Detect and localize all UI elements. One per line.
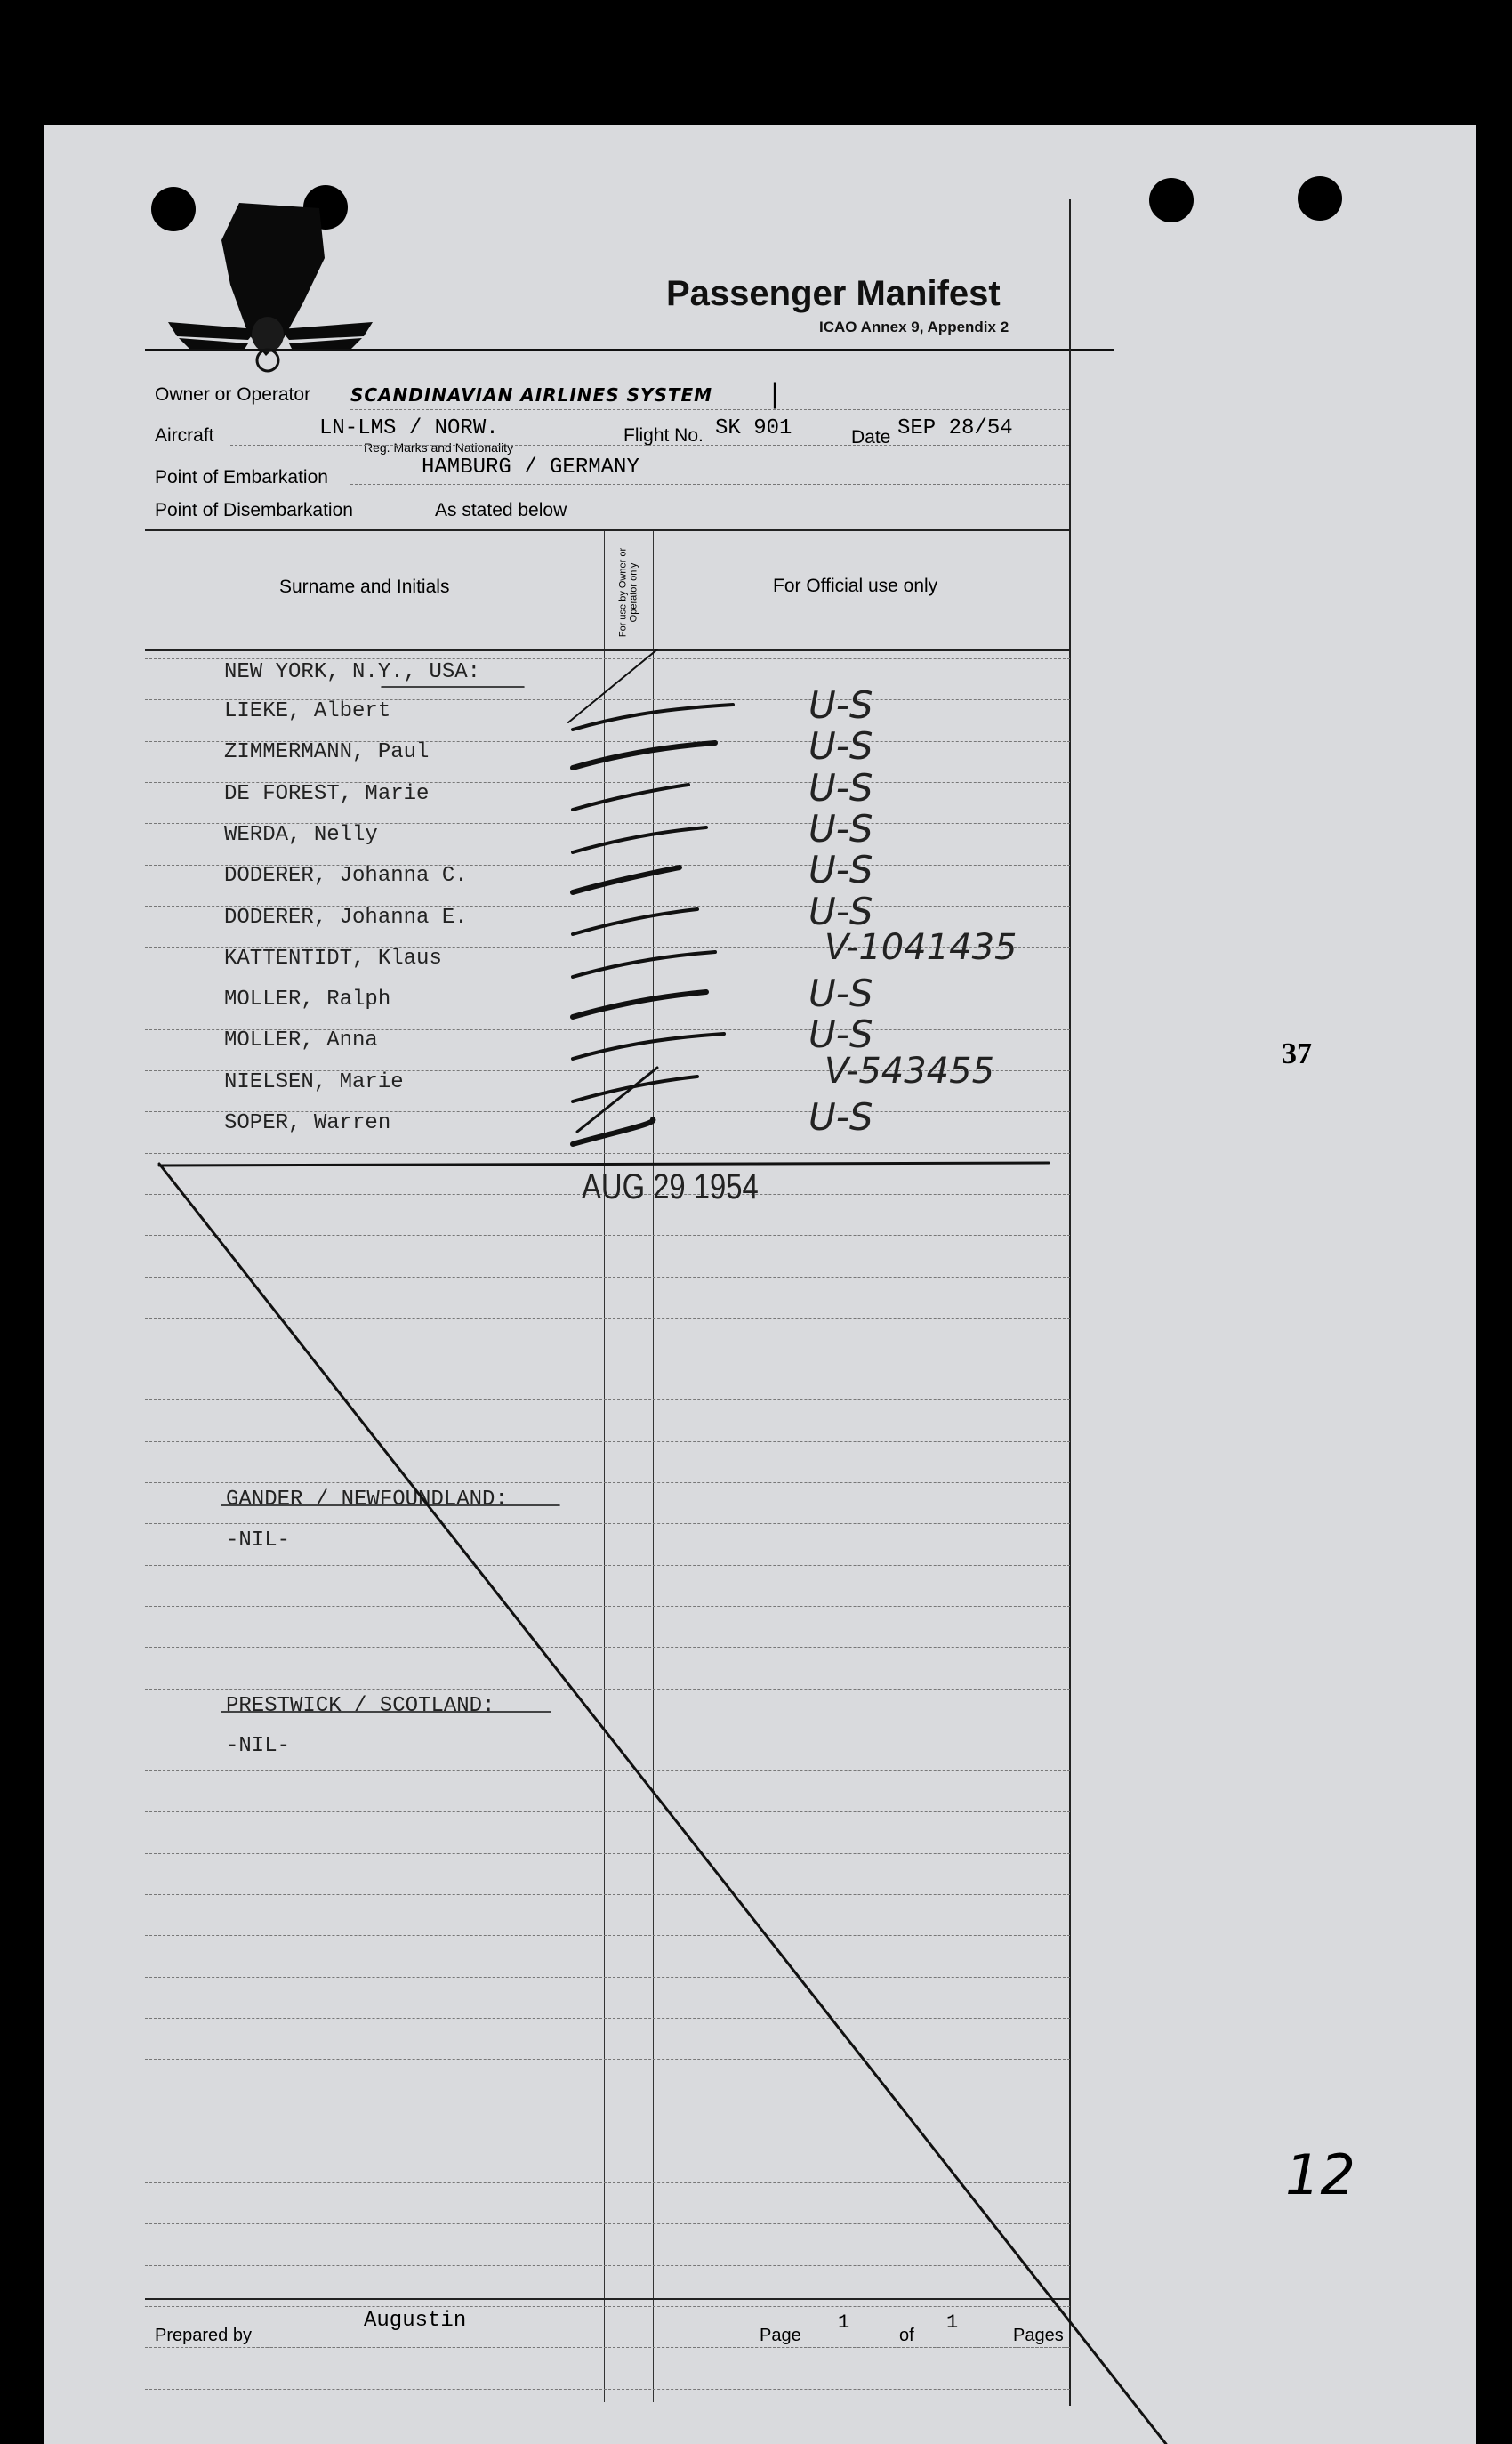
embarkation-value: HAMBURG / GERMANY: [422, 456, 639, 480]
passenger-name: KATTENTIDT, Klaus: [224, 946, 442, 971]
disembarkation-value: As stated below: [435, 500, 567, 520]
prepared-by-value: Augustin: [364, 2309, 467, 2333]
official-entry: U-S: [808, 765, 873, 810]
owner-value-mark: |: [771, 377, 779, 409]
passenger-name: DODERER, Johanna E.: [224, 905, 468, 930]
surname-column-header: Surname and Initials: [279, 577, 450, 597]
date-value: SEP 28/54: [897, 416, 1013, 440]
passenger-name: DODERER, Johanna C.: [224, 864, 468, 889]
official-entry: V-1041435: [824, 926, 1017, 968]
of-label: of: [899, 2326, 914, 2345]
passenger-name: NIELSEN, Marie: [224, 1069, 404, 1094]
check-mark: [573, 952, 715, 977]
passenger-name: LIEKE, Albert: [224, 699, 391, 723]
check-mark: [573, 785, 688, 810]
margin-number-bottom: 12: [1285, 2142, 1355, 2207]
official-entry: U-S: [808, 1012, 873, 1057]
check-mark: [568, 649, 657, 722]
passenger-name: WERDA, Nelly: [224, 822, 378, 847]
form-subtitle: ICAO Annex 9, Appendix 2: [819, 319, 1009, 335]
section-note: -NIL-: [226, 1529, 291, 1553]
end-of-list-line: [159, 1163, 1049, 1166]
aircraft-value: LN-LMS / NORW.: [319, 416, 499, 440]
passenger-name: MOLLER, Anna: [224, 1028, 378, 1053]
manifest-page: [44, 125, 1476, 2444]
pages-label: Pages: [1013, 2326, 1064, 2345]
form-title: Passenger Manifest: [666, 274, 1001, 313]
owner-label: Owner or Operator: [155, 384, 311, 405]
check-mark: [573, 1034, 724, 1059]
date-received-stamp: AUG 29 1954: [582, 1167, 759, 1206]
passenger-name: ZIMMERMANN, Paul: [224, 740, 430, 765]
prepared-by-label: Prepared by: [155, 2326, 252, 2345]
page-value: 1: [838, 2311, 850, 2334]
flight-no-label: Flight No.: [623, 425, 704, 446]
flight-no-value: SK 901: [715, 416, 792, 440]
check-mark: [573, 867, 680, 892]
disembarkation-label: Point of Disembarkation: [155, 500, 353, 520]
margin-number-right: 37: [1282, 1037, 1312, 1070]
check-mark: [573, 992, 706, 1017]
date-label: Date: [851, 427, 891, 448]
official-entry: U-S: [808, 806, 873, 851]
reg-note: Reg. Marks and Nationality: [364, 440, 514, 455]
page-label: Page: [760, 2326, 801, 2345]
owner-value: SCANDINAVIAN AIRLINES SYSTEM: [350, 384, 713, 406]
official-entry: U-S: [808, 683, 873, 727]
section-header-prestwick: PRESTWICK / SCOTLAND:: [226, 1694, 495, 1718]
official-entry: U-S: [808, 1095, 873, 1139]
cancel-diagonal-line: [159, 1164, 1166, 2444]
check-mark: [573, 909, 697, 934]
of-value: 1: [946, 2311, 959, 2334]
official-column-header: For Official use only: [773, 576, 938, 596]
aircraft-label: Aircraft: [155, 425, 214, 446]
owner-use-column-header: For use by Owner or Operator only: [617, 547, 639, 638]
official-entry: U-S: [808, 972, 873, 1016]
embarkation-label: Point of Embarkation: [155, 467, 328, 488]
passenger-name: MOLLER, Ralph: [224, 988, 391, 1012]
section-note: -NIL-: [226, 1734, 291, 1758]
check-mark: [573, 827, 706, 852]
official-entry: U-S: [808, 724, 873, 769]
official-entry: U-S: [808, 889, 873, 933]
official-entry: V-543455: [824, 1050, 995, 1092]
check-mark: [573, 743, 715, 768]
passenger-name: SOPER, Warren: [224, 1111, 391, 1135]
official-entry: U-S: [808, 848, 873, 892]
check-mark: [573, 1077, 697, 1101]
passenger-name: DE FOREST, Marie: [224, 781, 430, 806]
section-header-gander: GANDER / NEWFOUNDLAND:: [226, 1488, 508, 1512]
pen-marks: [44, 125, 1476, 2444]
section-header-new-york: NEW YORK, N.Y., USA:: [224, 660, 481, 684]
check-mark: [573, 1119, 653, 1144]
check-mark: [573, 705, 733, 730]
